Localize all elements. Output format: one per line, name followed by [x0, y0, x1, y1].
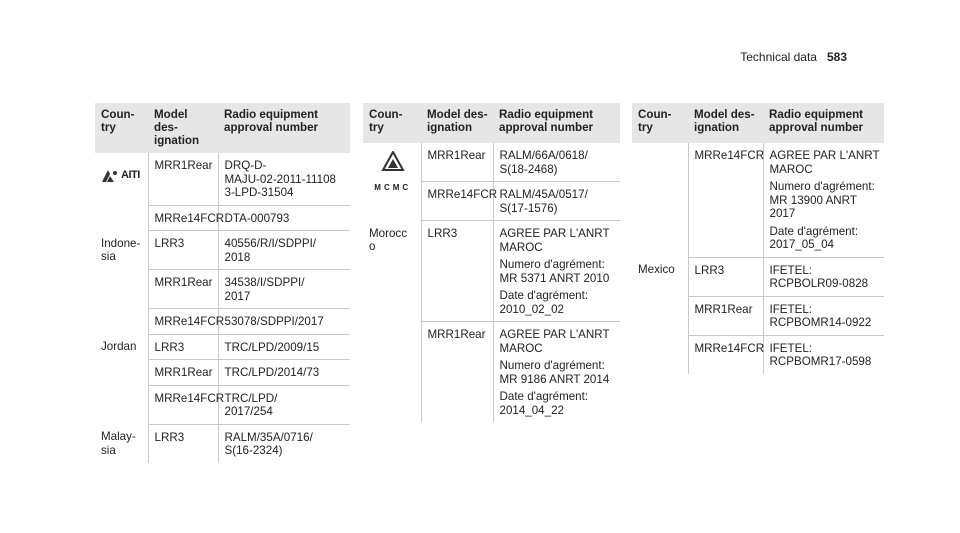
model-cell: MRRe14FCR: [148, 385, 218, 424]
table-row: [363, 221, 620, 322]
approval-line: AGREE PAR L'ANRT MAROC: [499, 227, 610, 254]
approval-cell: DRQ-D- MAJU-02-2011-11108 3-LPD-31504: [218, 153, 350, 205]
approval-number: Numero d'agrément: MR 5371 ANRT 2010: [499, 258, 610, 285]
country-cell: Indone- sia: [95, 231, 148, 335]
model-cell: LRR3: [421, 221, 493, 322]
approval-cell: 53078/SDPPI/2017: [218, 309, 350, 335]
header-model: Model des- ignation: [688, 103, 763, 143]
country-cell: Morocc o: [363, 221, 421, 423]
model-cell: MRRe14FCR: [148, 309, 218, 335]
approval-number: Numero d'agrément: MR 9186 ANRT 2014: [499, 359, 610, 386]
model-cell: MRR1Rear: [148, 153, 218, 205]
model-cell: LRR3: [148, 334, 218, 360]
section-title: Technical data: [740, 50, 817, 64]
model-cell: MRRe14FCR: [148, 205, 218, 231]
table-header-row: [632, 103, 884, 143]
approval-cell: RALM/45A/0517/ S(17-1576): [493, 182, 620, 221]
mcmc-logo-text: MCMC: [374, 182, 412, 192]
model-cell: MRR1Rear: [148, 360, 218, 386]
model-cell: MRRe14FCR: [421, 182, 493, 221]
approval-date: Date d'agrément: 2014_04_22: [499, 390, 589, 417]
model-cell: MRR1Rear: [421, 143, 493, 182]
approval-cell: RALM/35A/0716/ S(16-2324): [224, 430, 313, 457]
header-approval: Radio equipment approval number: [493, 103, 620, 143]
model-cell: LRR3: [148, 424, 218, 463]
approval-cell: TRC/LPD/2009/15: [218, 334, 350, 360]
header-approval: Radio equipment approval number: [763, 103, 884, 143]
approval-cell: 34538/I/SDPPI/ 2017: [218, 270, 350, 309]
mcmc-logo: [369, 151, 417, 194]
approval-date: Date d'agrément: 2017_05_04: [769, 224, 859, 251]
page-number: 583: [826, 50, 847, 64]
approval-cell: IFETEL: RCPBOMR17-0598: [769, 341, 872, 368]
table-row: [95, 153, 350, 205]
model-cell: MRRe14FCR: [688, 143, 763, 257]
header-country: Coun- try: [95, 103, 148, 153]
approval-cell: DTA-000793: [218, 205, 350, 231]
approval-table-2: [363, 103, 620, 422]
approval-date: Date d'agrément: 2010_02_02: [499, 289, 589, 316]
table-row: [632, 143, 884, 257]
country-cell: Mexico: [632, 257, 688, 374]
country-cell: [363, 143, 421, 221]
approval-cell: 40556/R/I/SDPPI/ 2018: [218, 231, 350, 270]
country-cell: Malay- sia: [95, 424, 148, 463]
approval-cell: IFETEL: RCPBOLR09-0828: [763, 257, 884, 296]
approval-line: AGREE PAR L'ANRT MAROC: [499, 328, 610, 355]
mcmc-logo-icon: [369, 151, 417, 181]
approval-table-3: [632, 103, 884, 374]
approval-cell: [493, 221, 620, 322]
country-cell: Jordan: [95, 334, 148, 424]
page-header: [740, 50, 847, 64]
model-cell: MRR1Rear: [688, 296, 763, 335]
model-cell: MRR1Rear: [148, 270, 218, 309]
model-cell: LRR3: [148, 231, 218, 270]
approval-number: Numero d'agrément: MR 13900 ANRT 2017: [769, 180, 875, 220]
aiti-logo-text: AITI: [121, 169, 140, 182]
country-cell: [632, 143, 688, 257]
header-country: Coun- try: [363, 103, 421, 143]
model-cell: MRRe14FCR: [688, 335, 763, 374]
approval-table-1: [95, 103, 350, 463]
table-row: [632, 257, 884, 296]
model-cell: LRR3: [688, 257, 763, 296]
table-row: [95, 424, 350, 463]
aiti-logo-icon: [101, 169, 119, 183]
approval-cell: IFETEL: RCPBOMR14-0922: [763, 296, 884, 335]
approval-cell: TRC/LPD/ 2017/254: [218, 385, 350, 424]
header-approval: Radio equipment approval number: [218, 103, 350, 153]
country-cell: [95, 153, 148, 231]
header-country: Coun- try: [632, 103, 688, 143]
approval-cell: TRC/LPD/2014/73: [218, 360, 350, 386]
header-model: Model des- ignation: [148, 103, 218, 153]
table-row: [95, 231, 350, 270]
model-cell: MRR1Rear: [421, 322, 493, 423]
aiti-logo: [101, 169, 144, 183]
header-model: Model des- ignation: [421, 103, 493, 143]
table-header-row: [363, 103, 620, 143]
table-row: [363, 143, 620, 182]
approval-cell: RALM/66A/0618/ S(18-2468): [493, 143, 620, 182]
table-header-row: [95, 103, 350, 153]
approval-cell: [493, 322, 620, 423]
approval-line: AGREE PAR L'ANRT MAROC: [769, 149, 880, 176]
approval-cell: [763, 143, 884, 257]
table-row: [95, 334, 350, 360]
